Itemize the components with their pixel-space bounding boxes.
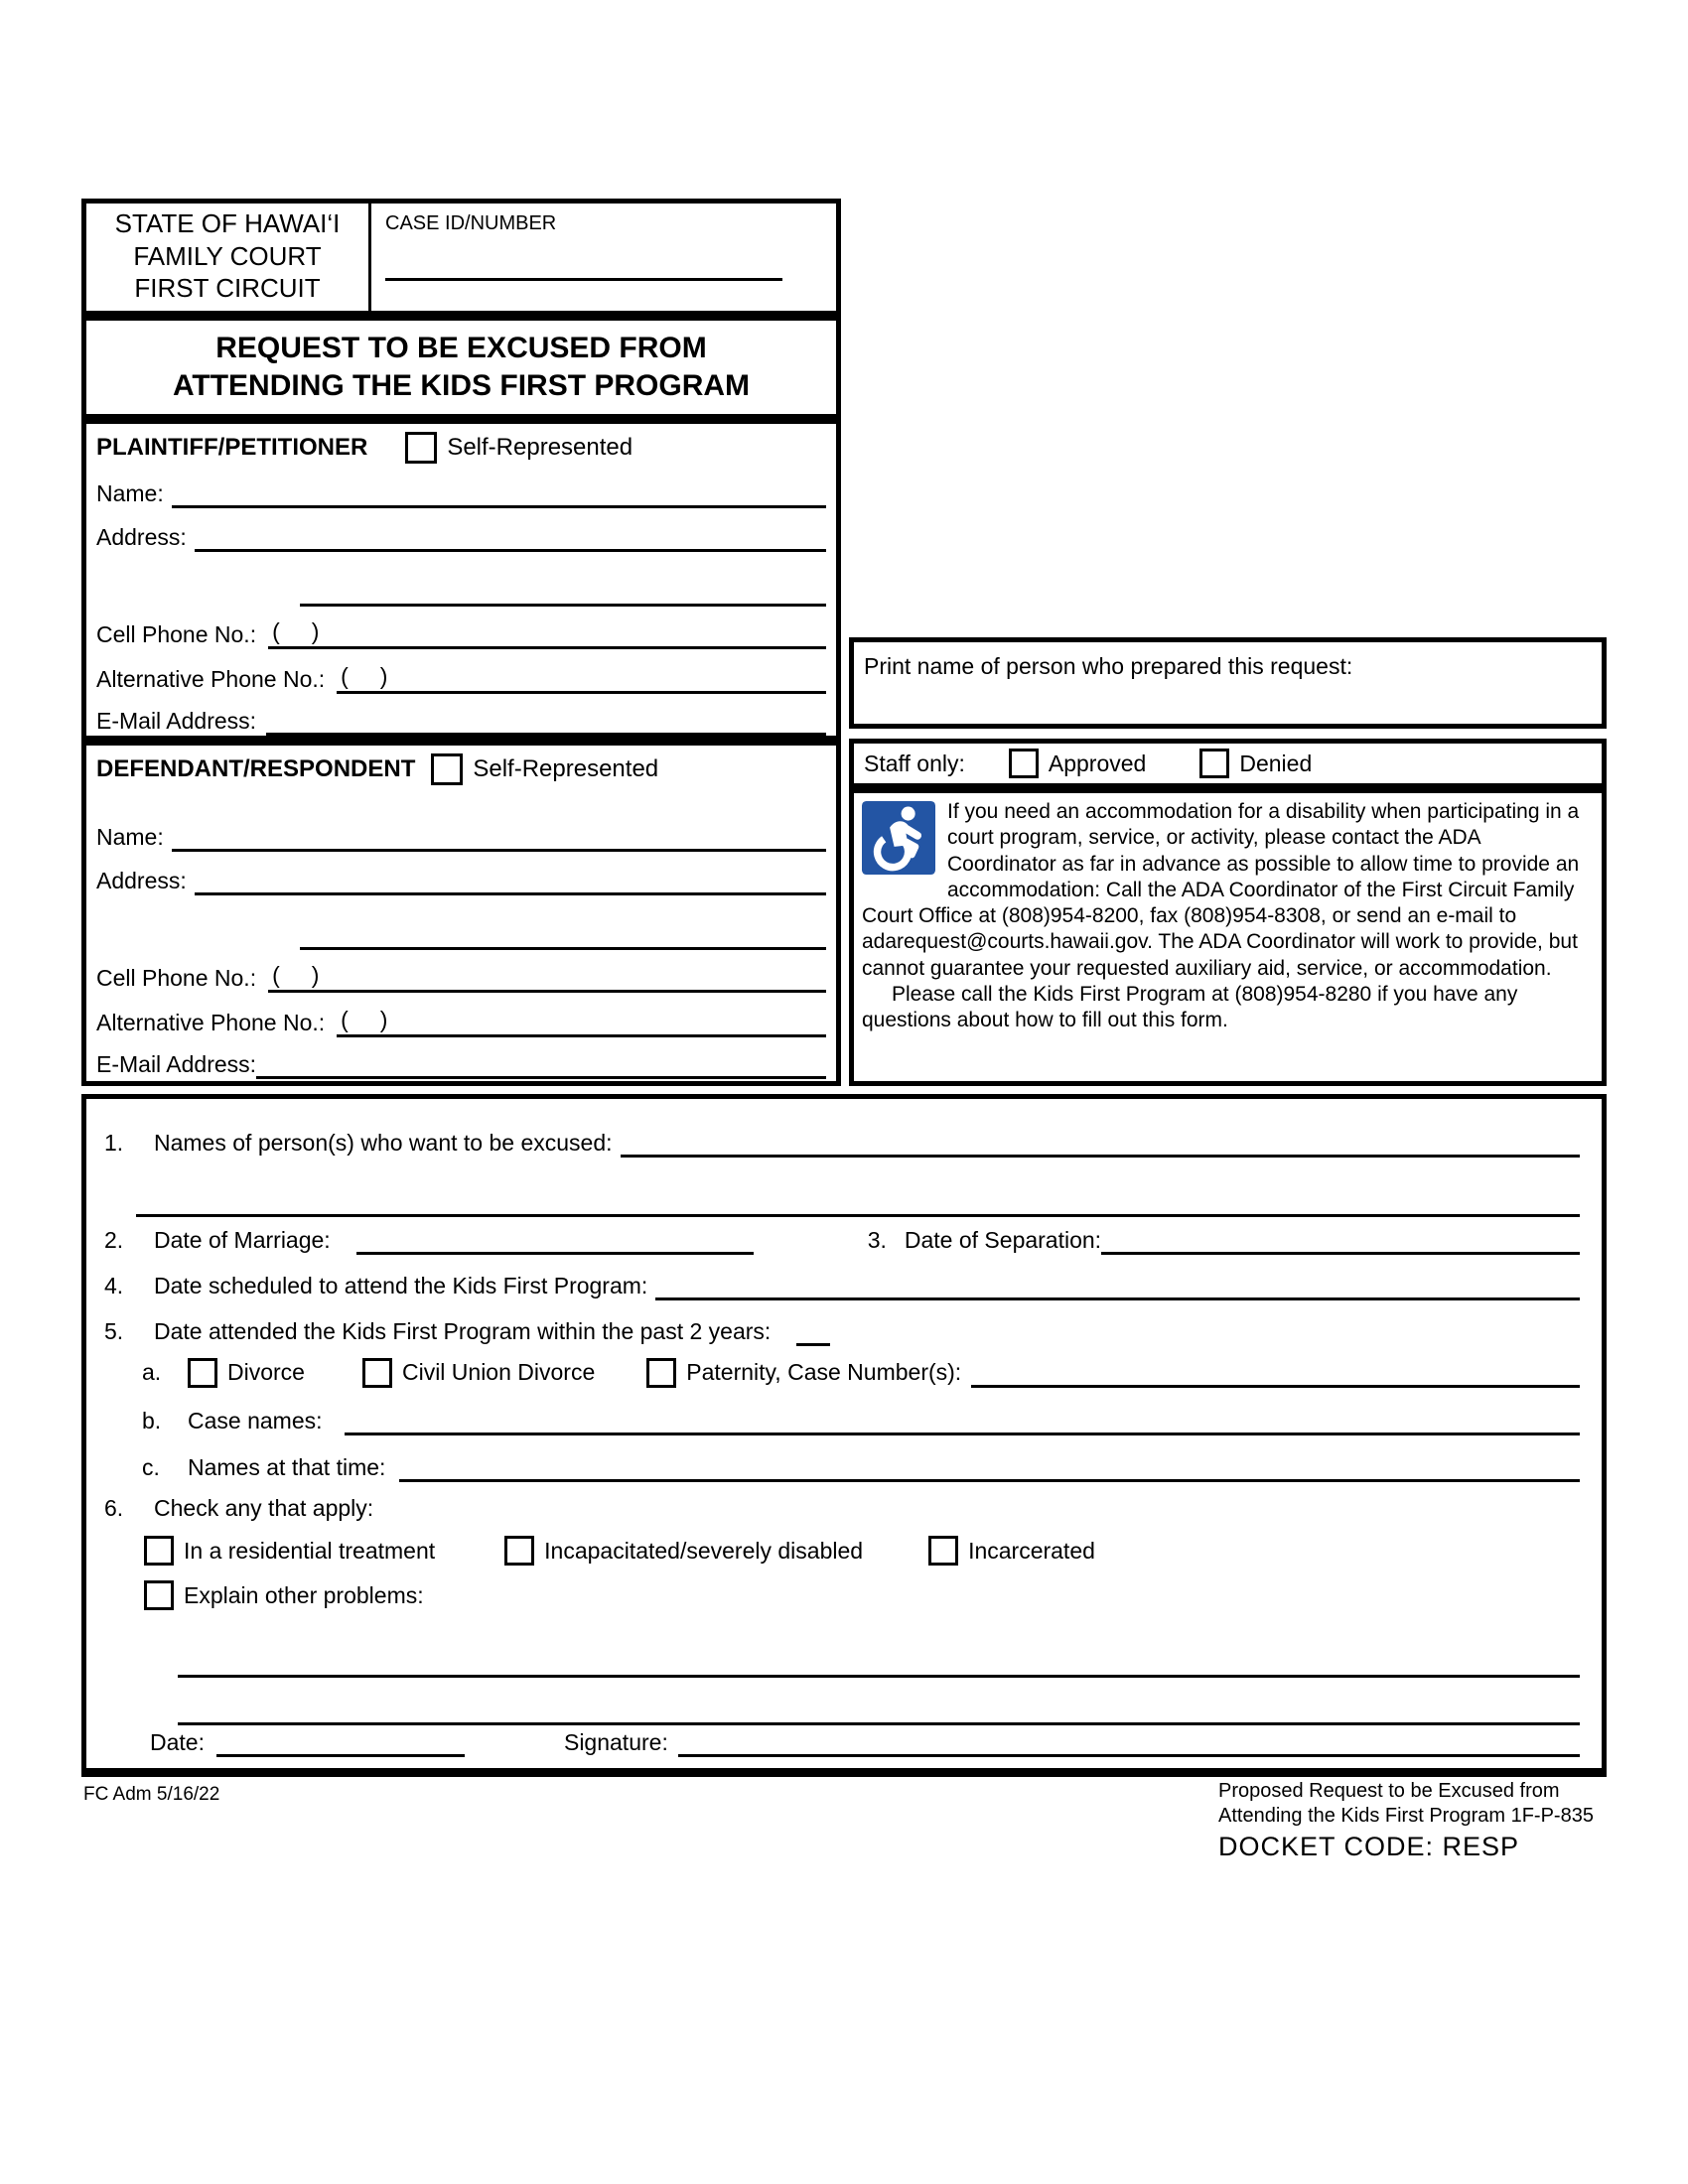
defendant-alt-area-code[interactable]: ( ) bbox=[337, 1006, 391, 1037]
ada-notice-box bbox=[849, 788, 1607, 1086]
item3-label: Date of Separation: bbox=[904, 1227, 1102, 1254]
item4-row bbox=[104, 1270, 1580, 1300]
court-line-3: FIRST CIRCUIT bbox=[134, 273, 321, 303]
defendant-address-input-line[interactable] bbox=[195, 865, 826, 895]
signature-input-line[interactable] bbox=[678, 1726, 1580, 1757]
plaintiff-section bbox=[81, 419, 841, 741]
item3-input-line[interactable] bbox=[1101, 1224, 1580, 1255]
incapacitated-label: Incapacitated/severely disabled bbox=[544, 1537, 864, 1564]
plaintiff-alt-area-code[interactable]: ( ) bbox=[337, 662, 391, 694]
court-line-2: FAMILY COURT bbox=[133, 240, 322, 271]
explain-other-problems-label: Explain other problems: bbox=[184, 1581, 424, 1608]
form-revision-note: FC Adm 5/16/22 bbox=[83, 1784, 220, 1805]
incapacitated-checkbox[interactable] bbox=[504, 1536, 534, 1566]
item4-input-line[interactable] bbox=[655, 1270, 1580, 1300]
residential-treatment-checkbox[interactable] bbox=[144, 1536, 174, 1566]
defendant-email-input-line[interactable] bbox=[256, 1048, 826, 1079]
item5c-row bbox=[104, 1451, 1580, 1482]
defendant-heading: DEFENDANT/RESPONDENT bbox=[96, 755, 416, 782]
item1-input-line-2[interactable] bbox=[136, 1186, 1580, 1217]
plaintiff-alt-phone-label: Alternative Phone No.: bbox=[96, 665, 326, 692]
item5b-letter: b. bbox=[142, 1408, 162, 1434]
form-title-line-2: ATTENDING THE KIDS FIRST PROGRAM bbox=[172, 368, 751, 402]
item5c-letter: c. bbox=[142, 1454, 160, 1481]
staff-only-label: Staff only: bbox=[864, 750, 965, 776]
defendant-cell-phone-input-line[interactable] bbox=[323, 962, 826, 993]
staff-denied-checkbox[interactable] bbox=[1199, 749, 1229, 778]
explain-line-2-row bbox=[178, 1695, 1580, 1725]
date-signature-row bbox=[150, 1726, 1580, 1757]
item5a-letter: a. bbox=[142, 1359, 162, 1386]
defendant-address2-input-line[interactable] bbox=[300, 919, 826, 950]
item6-label: Check any that apply: bbox=[154, 1495, 374, 1521]
plaintiff-address-label: Address: bbox=[96, 524, 187, 551]
staff-approved-label: Approved bbox=[1048, 750, 1147, 776]
item4-label: Date scheduled to attend the Kids First Program: bbox=[154, 1273, 648, 1299]
plaintiff-address2-input-line[interactable] bbox=[300, 576, 826, 607]
item5b-row bbox=[104, 1405, 1580, 1435]
item1-row-2 bbox=[136, 1186, 1580, 1217]
footer-form-name-line-2: Attending the Kids First Program 1F-P-835 bbox=[1218, 1805, 1594, 1827]
date-input-line[interactable] bbox=[216, 1726, 465, 1757]
court-identity-box bbox=[81, 199, 371, 316]
incarcerated-label: Incarcerated bbox=[968, 1537, 1095, 1564]
docket-code: DOCKET CODE: RESP bbox=[1218, 1832, 1520, 1861]
item5-row bbox=[104, 1315, 1580, 1346]
case-id-label: CASE ID/NUMBER bbox=[385, 212, 557, 234]
prepared-by-box bbox=[849, 637, 1607, 729]
footer-form-name-line-1: Proposed Request to be Excused from bbox=[1218, 1780, 1560, 1802]
plaintiff-email-input-line[interactable] bbox=[266, 705, 826, 736]
paternity-checkbox[interactable] bbox=[646, 1358, 676, 1388]
ada-paragraph-1: If you need an accommodation for a disability when participating in a court program, service, or activity, please contact the ADA Coordinator as far in advance as possible to allow time to provide an accommodation: Call the ADA Coordinator of the First Circuit Family Court Office at (808)954-8200, fax (808)954-8308, or send an e-mail to adarequest@courts.hawaii.gov. The ADA Coordinator will work to provide, but cannot guarantee your requested auxiliary aid, service, or accommodation. bbox=[862, 800, 1580, 980]
item2-number: 2. bbox=[104, 1227, 124, 1254]
names-at-that-time-input-line[interactable] bbox=[399, 1451, 1580, 1482]
plaintiff-email-label: E-Mail Address: bbox=[96, 707, 257, 734]
item5-label: Date attended the Kids First Program within the past 2 years: bbox=[154, 1318, 772, 1345]
defendant-cell-area-code[interactable]: ( ) bbox=[268, 961, 323, 993]
date-label: Date: bbox=[150, 1729, 205, 1756]
plaintiff-cell-area-code[interactable]: ( ) bbox=[268, 617, 323, 649]
item4-number: 4. bbox=[104, 1273, 124, 1299]
defendant-self-represented-label: Self-Represented bbox=[473, 755, 659, 782]
prepared-by-label: Print name of person who prepared this request: bbox=[864, 653, 1353, 679]
defendant-cell-phone-label: Cell Phone No.: bbox=[96, 965, 257, 991]
item1-number: 1. bbox=[104, 1130, 124, 1157]
civil-union-divorce-checkbox[interactable] bbox=[362, 1358, 392, 1388]
item5-number: 5. bbox=[104, 1318, 124, 1345]
item1-label: Names of person(s) who want to be excused: bbox=[154, 1130, 613, 1157]
explain-other-problems-checkbox[interactable] bbox=[144, 1580, 174, 1610]
defendant-name-input-line[interactable] bbox=[172, 821, 826, 852]
explain-input-line-1[interactable] bbox=[178, 1647, 1580, 1678]
accessibility-icon bbox=[862, 801, 935, 875]
case-id-box bbox=[368, 199, 841, 316]
divorce-checkbox[interactable] bbox=[188, 1358, 217, 1388]
item3-number: 3. bbox=[867, 1227, 887, 1254]
plaintiff-name-input-line[interactable] bbox=[172, 478, 826, 508]
plaintiff-self-represented-label: Self-Represented bbox=[447, 434, 633, 461]
defendant-address-label: Address: bbox=[96, 868, 187, 894]
paternity-label: Paternity, Case Number(s): bbox=[686, 1359, 962, 1386]
form-title-line-1: REQUEST TO BE EXCUSED FROM bbox=[215, 332, 707, 364]
item5-input-line[interactable] bbox=[796, 1315, 830, 1346]
defendant-alt-phone-input-line[interactable] bbox=[391, 1007, 826, 1037]
item1-row bbox=[104, 1127, 1580, 1158]
explain-input-line-2[interactable] bbox=[178, 1695, 1580, 1725]
divorce-label: Divorce bbox=[227, 1359, 305, 1386]
item5a-row bbox=[104, 1357, 1580, 1388]
plaintiff-cell-phone-input-line[interactable] bbox=[323, 618, 826, 649]
court-line-1: STATE OF HAWAI‘I bbox=[114, 208, 341, 238]
item5b-label: Case names: bbox=[188, 1408, 323, 1434]
plaintiff-address-input-line[interactable] bbox=[195, 521, 826, 552]
item2-input-line[interactable] bbox=[356, 1224, 754, 1255]
explain-line-1-row bbox=[178, 1647, 1580, 1678]
staff-approved-checkbox[interactable] bbox=[1009, 749, 1039, 778]
request-details-section bbox=[81, 1094, 1607, 1777]
defendant-name-label: Name: bbox=[96, 824, 164, 851]
item1-input-line[interactable] bbox=[621, 1127, 1580, 1158]
staff-only-box bbox=[849, 739, 1607, 788]
plaintiff-name-label: Name: bbox=[96, 480, 164, 507]
defendant-email-label: E-Mail Address: bbox=[96, 1050, 257, 1077]
footer-right-block bbox=[1218, 1779, 1594, 1864]
paternity-case-numbers-input-line[interactable] bbox=[971, 1357, 1580, 1388]
plaintiff-alt-phone-input-line[interactable] bbox=[391, 663, 826, 694]
plaintiff-self-represented-checkbox[interactable] bbox=[405, 432, 437, 464]
signature-label: Signature: bbox=[563, 1729, 668, 1756]
incarcerated-checkbox[interactable] bbox=[928, 1536, 958, 1566]
defendant-alt-phone-label: Alternative Phone No.: bbox=[96, 1009, 326, 1035]
case-names-input-line[interactable] bbox=[345, 1405, 1580, 1435]
civil-union-divorce-label: Civil Union Divorce bbox=[401, 1359, 596, 1386]
plaintiff-cell-phone-label: Cell Phone No.: bbox=[96, 621, 257, 647]
item2-item3-row bbox=[104, 1224, 1580, 1255]
form-title-box bbox=[81, 316, 841, 419]
defendant-section bbox=[81, 741, 841, 1086]
item6-options-row bbox=[144, 1536, 1580, 1566]
plaintiff-heading: PLAINTIFF/PETITIONER bbox=[96, 434, 368, 461]
ada-paragraph-2: Please call the Kids First Program at (808)954-8280 if you have any questions about how to fill out this form. bbox=[862, 982, 1518, 1031]
item5c-label: Names at that time: bbox=[188, 1454, 386, 1481]
explain-other-row bbox=[144, 1580, 1580, 1610]
defendant-self-represented-checkbox[interactable] bbox=[431, 753, 463, 785]
item6-number: 6. bbox=[104, 1495, 124, 1521]
residential-treatment-label: In a residential treatment bbox=[184, 1537, 436, 1564]
item2-label: Date of Marriage: bbox=[154, 1227, 331, 1254]
case-id-input-line[interactable] bbox=[385, 278, 782, 281]
staff-denied-label: Denied bbox=[1239, 750, 1313, 776]
item6-row bbox=[104, 1494, 1580, 1523]
